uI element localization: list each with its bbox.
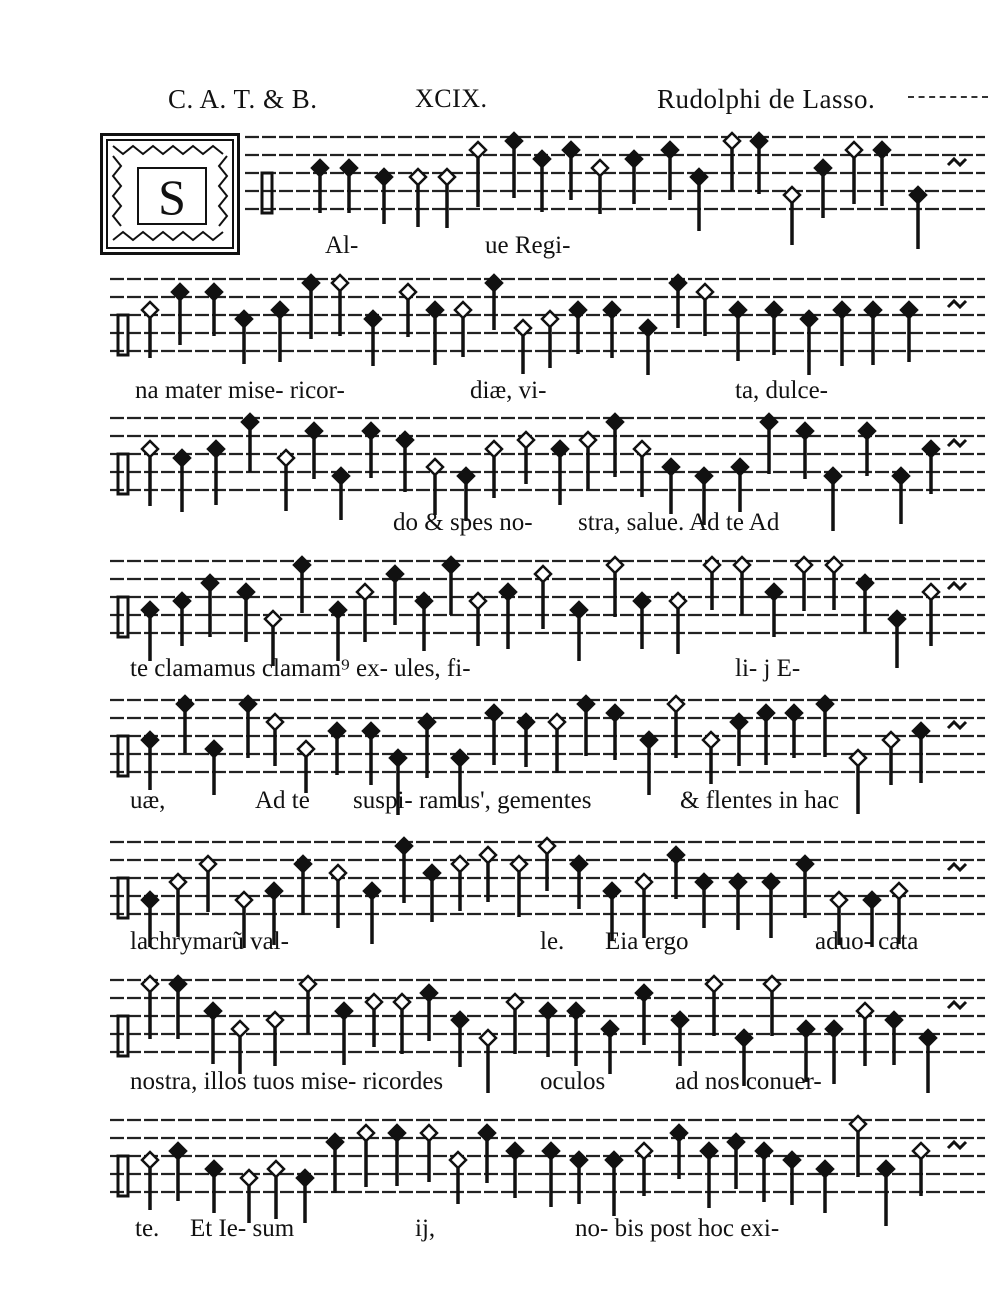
lyric-line-8c: ij,	[415, 1215, 436, 1242]
note-head	[511, 856, 527, 872]
note-head	[458, 468, 474, 484]
note-head	[278, 450, 294, 466]
note-head	[751, 133, 767, 149]
lyric-line-6a: lachrymarũ val-	[130, 928, 289, 955]
note-head	[267, 1012, 283, 1028]
note-head	[704, 557, 720, 573]
lyric-line-3a: do & spes no-	[393, 509, 533, 536]
note-head	[571, 856, 587, 872]
note-head	[670, 275, 686, 291]
custos-mark	[948, 159, 966, 165]
note-head	[850, 750, 866, 766]
note-head	[452, 750, 468, 766]
note-head	[480, 1030, 496, 1046]
note-head	[549, 714, 565, 730]
lyric-line-5b: Ad te	[255, 787, 310, 814]
note-head	[886, 1012, 902, 1028]
note-head	[236, 311, 252, 327]
lyric-line-7a: nostra, illos tuos mise- ricordes	[130, 1068, 444, 1095]
note-head	[142, 1152, 158, 1168]
note-head	[452, 856, 468, 872]
note-head	[920, 1030, 936, 1046]
note-head	[626, 151, 642, 167]
note-head	[416, 593, 432, 609]
lyric-line-3b: stra, salue. Ad te Ad	[578, 509, 780, 536]
note-head	[672, 1012, 688, 1028]
note-head	[394, 994, 410, 1010]
decorated-initial	[100, 133, 240, 255]
note-head	[518, 714, 534, 730]
note-head	[419, 714, 435, 730]
note-head	[534, 151, 550, 167]
note-head	[734, 557, 750, 573]
note-head	[578, 696, 594, 712]
note-head	[452, 1012, 468, 1028]
note-head	[267, 714, 283, 730]
note-head	[796, 557, 812, 573]
note-head	[507, 994, 523, 1010]
note-head	[327, 1134, 343, 1150]
note-head	[376, 169, 392, 185]
custos-mark	[948, 440, 966, 446]
note-head	[177, 696, 193, 712]
note-head	[410, 169, 426, 185]
note-head	[703, 732, 719, 748]
note-head	[300, 976, 316, 992]
note-head	[641, 732, 657, 748]
note-head	[396, 838, 412, 854]
note-head	[571, 1152, 587, 1168]
voices-heading: C. A. T. & B.	[168, 84, 318, 114]
note-head	[365, 311, 381, 327]
note-head	[580, 432, 596, 448]
note-head	[439, 169, 455, 185]
note-head	[397, 432, 413, 448]
note-head	[236, 892, 252, 908]
note-head	[142, 892, 158, 908]
note-head	[634, 593, 650, 609]
note-head	[443, 557, 459, 573]
note-head	[170, 874, 186, 890]
note-head	[728, 1134, 744, 1150]
note-head	[736, 1030, 752, 1046]
note-head	[763, 874, 779, 890]
note-head	[784, 1152, 800, 1168]
clef-mark	[118, 1016, 128, 1056]
custos-mark	[948, 583, 966, 589]
custos-mark	[948, 1002, 966, 1008]
lyric-line-8a: te.	[135, 1215, 160, 1242]
lyric-line-8b: Et Ie- sum	[190, 1215, 295, 1242]
note-head	[542, 311, 558, 327]
note-head	[883, 732, 899, 748]
note-head	[607, 414, 623, 430]
note-head	[826, 557, 842, 573]
custos-mark	[948, 722, 966, 728]
note-head	[730, 874, 746, 890]
lyric-line-4b: li- j E-	[735, 655, 801, 682]
custos-mark	[948, 301, 966, 307]
lyric-line-6d: aduo- cata	[815, 928, 919, 955]
note-head	[241, 1170, 257, 1186]
note-head	[668, 696, 684, 712]
lyric-line-7c: ad nos conuer-	[675, 1068, 822, 1095]
note-head	[817, 696, 833, 712]
initial-letter: S	[158, 169, 186, 225]
clef-mark	[118, 315, 128, 355]
lyric-line-5c: suspi- ramus', gementes	[353, 787, 592, 814]
note-head	[174, 593, 190, 609]
note-head	[850, 1116, 866, 1132]
composer-name: Rudolphi de Lasso.	[657, 84, 876, 114]
clef-mark	[262, 173, 272, 213]
note-head	[910, 187, 926, 203]
note-head	[764, 976, 780, 992]
note-head	[696, 874, 712, 890]
note-head	[825, 468, 841, 484]
note-head	[332, 275, 348, 291]
note-head	[333, 468, 349, 484]
note-head	[893, 468, 909, 484]
lyric-line-5a: uæ,	[130, 787, 166, 814]
note-head	[797, 856, 813, 872]
note-head	[450, 1152, 466, 1168]
note-head	[518, 432, 534, 448]
note-head	[297, 1170, 313, 1186]
note-head	[200, 856, 216, 872]
note-head	[670, 593, 686, 609]
note-head	[506, 133, 522, 149]
lyric-line-2a: na mater mise- ricor-	[135, 377, 345, 404]
clef-mark	[118, 1156, 128, 1196]
lyric-line-4a: te clamamus clamam⁹ ex- ules, fi-	[130, 655, 471, 682]
note-head	[784, 187, 800, 203]
note-head	[706, 976, 722, 992]
lyric-line-6b: le.	[540, 928, 565, 955]
custos-mark	[948, 1142, 966, 1148]
note-head	[142, 732, 158, 748]
initial-panel	[137, 167, 207, 225]
note-head	[295, 856, 311, 872]
note-head	[202, 575, 218, 591]
clef-mark	[118, 878, 128, 918]
note-head	[303, 275, 319, 291]
note-head	[636, 874, 652, 890]
lyric-line-2c: ta, dulce-	[735, 377, 829, 404]
note-head	[864, 892, 880, 908]
note-head	[831, 892, 847, 908]
note-head	[470, 593, 486, 609]
note-head	[691, 169, 707, 185]
note-head	[242, 414, 258, 430]
note-head	[761, 414, 777, 430]
clef-mark	[118, 454, 128, 494]
note-head	[142, 976, 158, 992]
lyric-line-6c: Eia ergo	[605, 928, 689, 955]
note-head	[724, 133, 740, 149]
custos-mark	[948, 864, 966, 870]
note-head	[170, 976, 186, 992]
note-head	[801, 311, 817, 327]
note-head	[174, 450, 190, 466]
note-head	[265, 611, 281, 627]
note-head	[539, 838, 555, 854]
note-head	[889, 611, 905, 627]
note-head	[240, 696, 256, 712]
note-head	[486, 275, 502, 291]
folio-number: XCIX.	[415, 84, 488, 113]
lyric-line-1a: Al-	[325, 232, 359, 259]
lyric-line-1b: ue Regi-	[485, 232, 571, 259]
note-head	[606, 1152, 622, 1168]
lyric-line-8d: no- bis post hoc exi-	[575, 1215, 780, 1242]
lyric-line-5d: & flentes in hac	[680, 787, 839, 814]
note-head	[294, 557, 310, 573]
lyric-line-7b: oculos	[540, 1068, 606, 1095]
note-head	[390, 750, 406, 766]
clef-mark	[118, 736, 128, 776]
note-head	[366, 994, 382, 1010]
note-head	[857, 575, 873, 591]
note-head	[696, 468, 712, 484]
note-head	[607, 557, 623, 573]
lyric-line-2b: diæ, vi-	[470, 377, 547, 404]
clef-mark	[118, 597, 128, 637]
note-head	[731, 714, 747, 730]
